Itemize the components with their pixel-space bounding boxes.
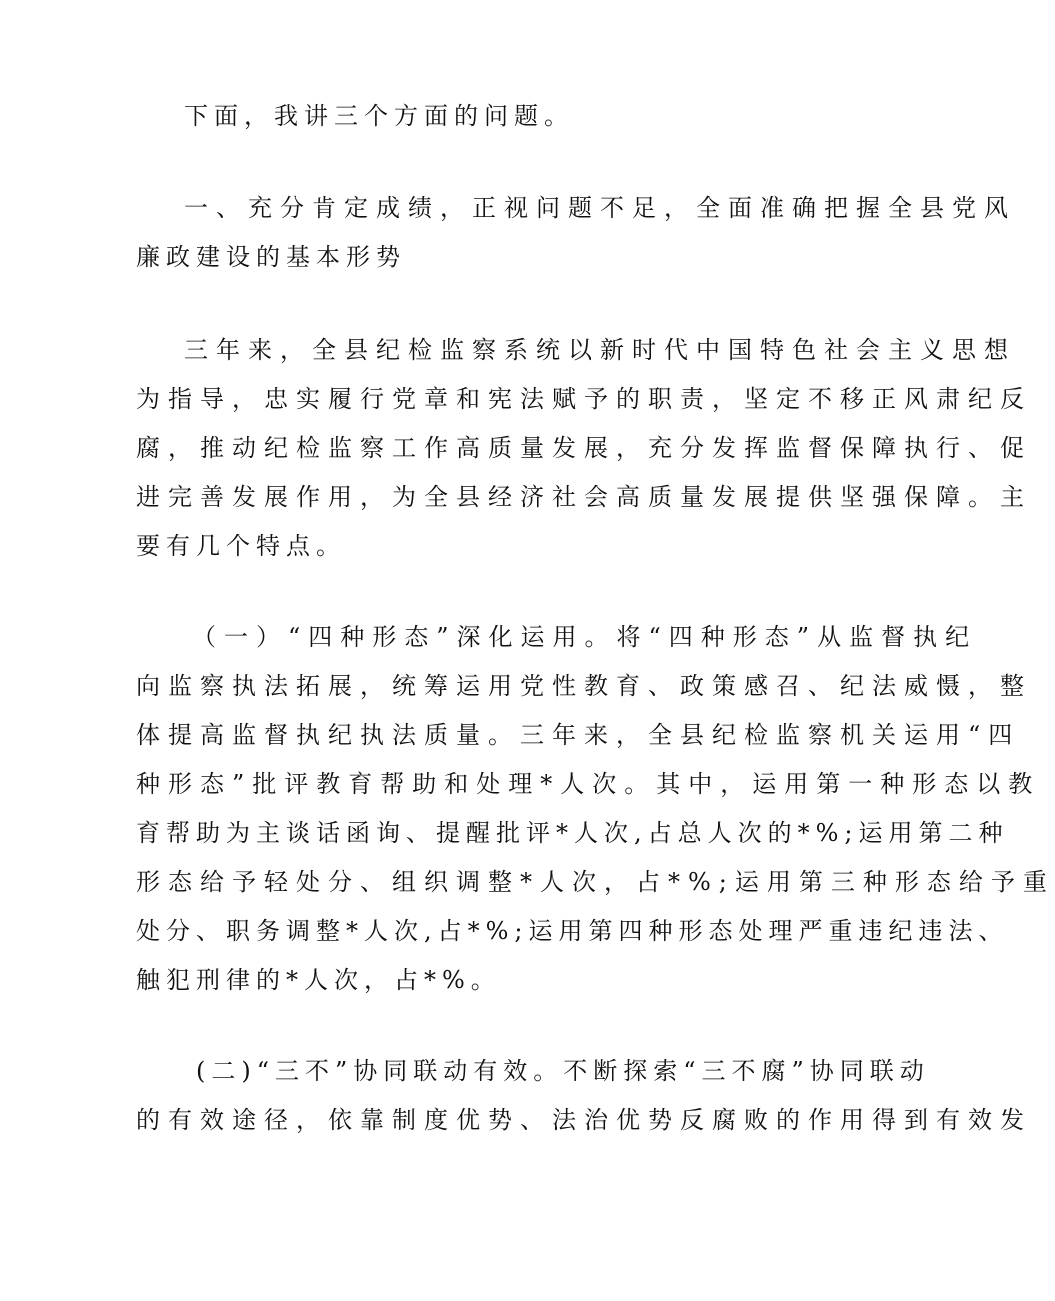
paragraph3-line-1: (二)“三不”协同联动有效。不断探索“三不腐”协同联动 [196,1057,930,1085]
paragraph2-line-8: 触犯刑律的*人次，占*%。 [136,966,501,994]
paragraph2-line-3: 体提高监督执纪执法质量。三年来，全县纪检监察机关运用“四 [136,721,1021,749]
paragraph2-line-4: 种形态”批评教育帮助和处理*人次。其中，运用第一种形态以教 [136,770,1041,798]
paragraph2-line-2: 向监察执法拓展，统筹运用党性教育、政策感召、纪法威慑，整 [136,672,1032,700]
paragraph1-line-3: 腐，推动纪检监察工作高质量发展，充分发挥监督保障执行、促 [136,434,1032,462]
paragraph2-line-7: 处分、职务调整*人次,占*%;运用第四种形态处理严重违纪违法、 [136,917,1009,945]
paragraph1-line-5: 要有几个特点。 [136,532,346,560]
paragraph2-line-5: 育帮助为主谈话函询、提醒批评*人次,占总人次的*%;运用第二种 [136,819,1009,847]
paragraph2-line-6: 形态给予轻处分、组织调整*人次，占*%;运用第三种形态给予重 [136,868,1055,896]
section-heading-line-2: 廉政建设的基本形势 [136,243,406,271]
intro-line: 下面，我讲三个方面的问题。 [184,102,574,130]
paragraph3-line-2: 的有效途径，依靠制度优势、法治优势反腐败的作用得到有效发 [136,1106,1032,1134]
paragraph1-line-4: 进完善发展作用，为全县经济社会高质量发展提供坚强保障。主 [136,483,1032,511]
paragraph1-line-2: 为指导，忠实履行党章和宪法赋予的职责，坚定不移正风肃纪反 [136,385,1032,413]
paragraph1-line-1: 三年来，全县纪检监察系统以新时代中国特色社会主义思想 [184,336,1016,364]
section-heading-line-1: 一、充分肯定成绩，正视问题不足，全面准确把握全县党风 [184,194,1016,222]
paragraph2-line-1: （一）“四种形态”深化运用。将“四种形态”从监督执纪 [192,623,978,651]
